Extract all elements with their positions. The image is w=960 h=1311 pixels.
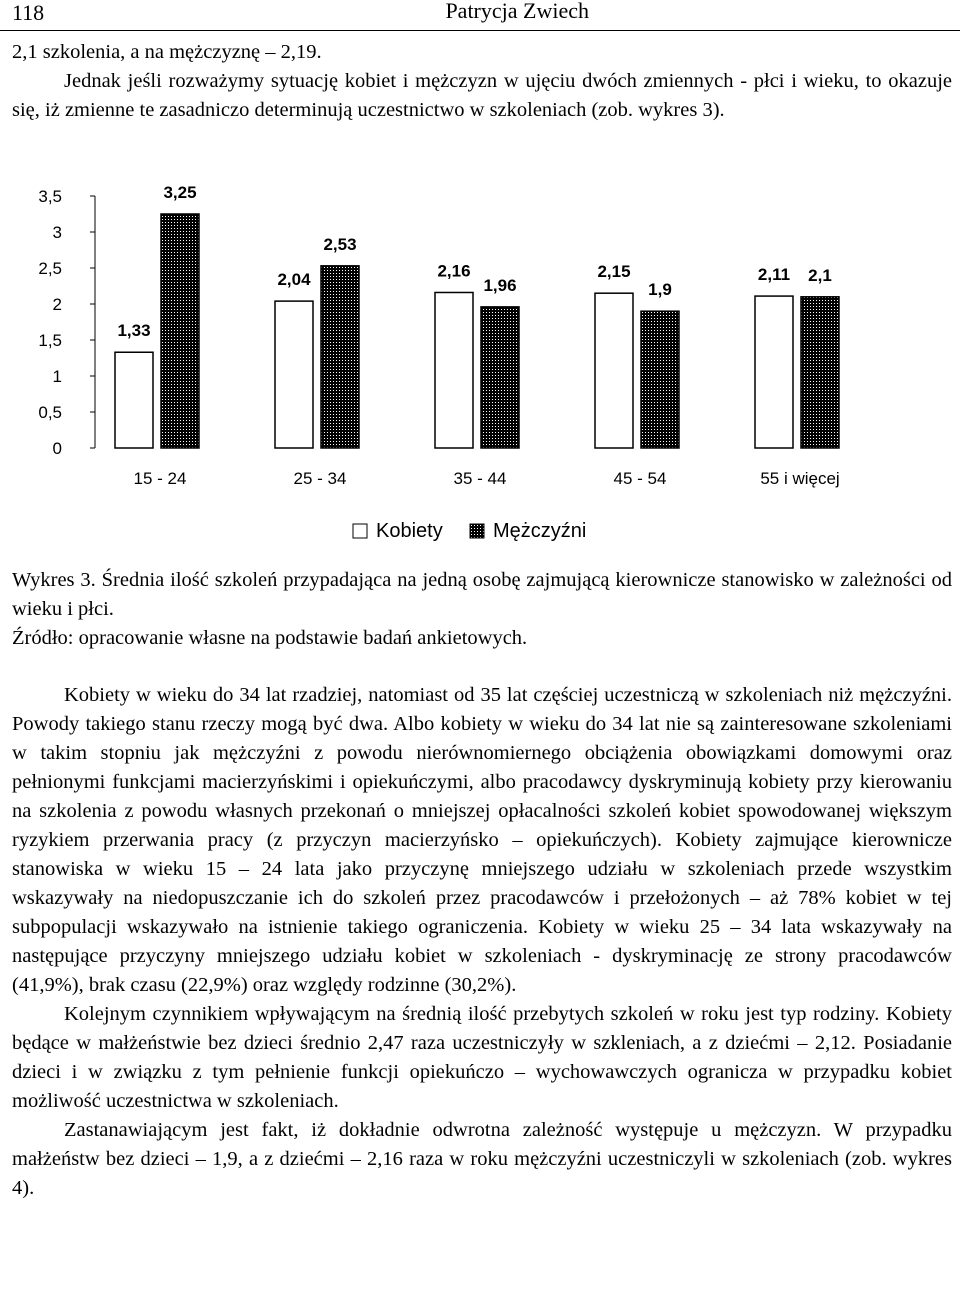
category-label: 15 - 24	[133, 469, 187, 488]
page-number: 118	[12, 0, 45, 25]
y-tick-label: 1	[52, 367, 62, 386]
category-label: 35 - 44	[453, 469, 507, 488]
y-tick-label: 1,5	[38, 331, 62, 350]
y-tick-label: 3	[52, 223, 62, 242]
y-tick-labels	[38, 187, 95, 458]
value-label-mezczyzni: 1,9	[648, 280, 672, 300]
value-label-mezczyzni: 1,96	[483, 275, 517, 295]
value-label-mezczyzni: 3,25	[163, 183, 197, 202]
legend-label-kobiety: Kobiety	[376, 520, 443, 542]
legend	[353, 520, 586, 542]
bar-mezczyzni	[481, 307, 519, 448]
category-label: 45 - 54	[613, 469, 667, 488]
body-paragraph-1: Kobiety w wieku do 34 lat rzadziej, natomiast od 35 lat częściej uczestniczą w szkoleniach niż mężczyźni. Powody takiego stanu rzeczy mogą być dwa. Albo kobiety w wieku do 34 lat nie są zainteresowane szkoleniami w takim stopniu jak mężczyźni z powodu nierównomiernego obciążenia obowiązkami domowymi oraz pełnionymi funkcjami macierzyńskimi i opiekuńczymi, albo pracodawcy dyskryminują kobiety przy kierowaniu na szkolenia z powodu własnych przekonań o mniejszej opłacalności szkoleń kobiet spowodowanej większym ryzykiem przerwania pracy (z przyczyn macierzyńsko – opiekuńczych). Kobiety zajmujące kierownicze stanowiska w wieku 15 – 24 lata jako przyczynę mniejszego udziału w szkoleniach przede wszystkim wskazywały na niedopuszczanie ich do szkoleń przez pracodawców i przełożonych – aż 78% kobiet w tej subpopulacji wskazywało na istnienie takiego ograniczenia. Kobiety w wieku 25 – 34 lata wskazywały na następujące przyczyny mniejszego udziału kobiet w szkoleniach - dyskryminację ze strony pracodawców (41,9%), brak czasu (22,9%) oraz względy rodzinne (30,2%).	[12, 684, 952, 996]
bar-kobiety	[755, 296, 793, 448]
value-label-mezczyzni: 2,53	[323, 234, 357, 254]
y-tick-label: 2,5	[38, 259, 62, 278]
bar-mezczyzni	[161, 214, 199, 448]
caption-source: Źródło: opracowanie własne na podstawie badań ankietowych.	[12, 627, 528, 649]
legend-swatch-mezczyzni	[470, 524, 484, 538]
figure-caption	[12, 566, 952, 653]
y-tick-label: 2	[52, 295, 62, 314]
bar-kobiety	[275, 301, 313, 448]
header-rule	[0, 30, 960, 31]
bar-kobiety	[435, 292, 473, 448]
intro-text	[12, 38, 952, 125]
category-label: 55 i więcej	[760, 469, 840, 488]
caption-title: Wykres 3. Średnia ilość szkoleń przypadająca na jedną osobę zajmującą kierownicze stanowisko w zależności od wieku i płci.	[12, 569, 952, 620]
page-header	[0, 0, 960, 28]
value-label-kobiety: 1,33	[117, 321, 151, 341]
intro-paragraph: Jednak jeśli rozważymy sytuację kobiet i mężczyzn w ujęciu dwóch zmiennych - płci i wieku, to okazuje się, iż zmienne te zasadniczo determinują uczestnictwo w szkoleniach (zob. wykres 3).	[12, 70, 952, 121]
bars	[115, 214, 839, 448]
value-label-kobiety: 2,16	[437, 261, 471, 281]
value-label-mezczyzni: 2,1	[808, 265, 832, 285]
body-text	[12, 681, 952, 1203]
legend-label-mezczyzni: Mężczyźni	[493, 520, 587, 542]
intro-line: 2,1 szkolenia, a na mężczyznę – 2,19.	[12, 41, 322, 63]
legend-swatch-kobiety	[353, 524, 367, 538]
bar-mezczyzni	[641, 311, 679, 448]
body-paragraph-3: Zastanawiającym jest fakt, iż dokładnie odwrotna zależność występuje u mężczyzn. W przypadku małżeństw bez dzieci – 1,9, a z dziećmi – 2,16 raza w roku mężczyźni uczestniczyli w szkoleniach (zob. wykres 4).	[12, 1119, 952, 1199]
y-tick-label: 0,5	[38, 403, 62, 422]
bar-mezczyzni	[321, 266, 359, 448]
value-label-kobiety: 2,04	[277, 270, 311, 290]
value-label-kobiety: 2,15	[597, 262, 631, 282]
bar-kobiety	[115, 352, 153, 448]
y-tick-label: 3,5	[38, 187, 62, 206]
bar-chart	[0, 180, 960, 560]
bar-kobiety	[595, 293, 633, 448]
y-tick-label: 0	[52, 439, 62, 458]
running-head-author: Patrycja Zwiech	[445, 0, 589, 23]
category-labels	[134, 469, 840, 488]
value-label-kobiety: 2,11	[757, 265, 791, 285]
body-paragraph-2: Kolejnym czynnikiem wpływającym na średnią ilość przebytych szkoleń w roku jest typ rodziny. Kobiety będące w małżeństwie bez dzieci średnio 2,47 raza uczestniczyły w szkleniach, a z dziećmi – 2,12. Posiadanie dzieci i w związku z tym pełnienie funkcji opiekuńczo – wychowawczych ogranicza w przypadku kobiet możliwość uczestnictwa w szkoleniach.	[12, 1003, 952, 1112]
category-label: 25 - 34	[293, 469, 347, 488]
value-labels	[117, 183, 831, 340]
bar-mezczyzni	[801, 297, 839, 448]
